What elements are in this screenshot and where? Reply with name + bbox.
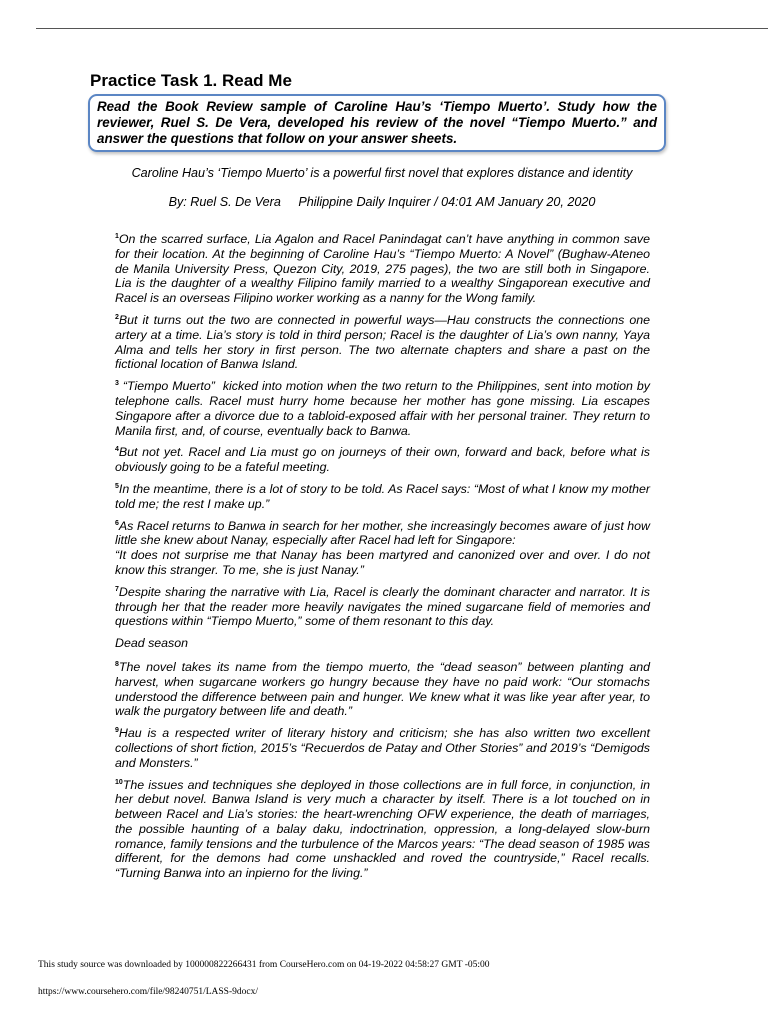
- instructions-text: Read the Book Review sample of Caroline Hau’s ‘Tiempo Muerto’. Study how the reviewer, Ruel S. De Vera, developed his review of the novel “Tiempo Muerto.” and answer the questions that follow on your answer sheets.: [97, 99, 657, 146]
- task-title: Practice Task 1. Read Me: [90, 71, 292, 90]
- paragraph-text: Hau is a respected writer of literary history and criticism; she has also written two excellent collections of short fiction, 2015’s “Recuerdos de Patay and Other Stories” and 2019’s “Demigods and Monsters.”: [115, 726, 650, 770]
- paragraph-text: In the meantime, there is a lot of story to be told. As Racel says: “Most of what I know my mother told me; the rest I make up.”: [115, 481, 650, 511]
- paragraph-number: 5: [115, 482, 119, 490]
- paragraph-number: 3: [115, 380, 119, 388]
- paragraph-4: [115, 445, 650, 475]
- paragraph-10: [115, 778, 650, 882]
- footer-url[interactable]: https://www.coursehero.com/file/98240751/LASS-9docx/: [38, 987, 258, 997]
- paragraph-2: [115, 313, 650, 372]
- footer-source-note: This study source was downloaded by 100000822266431 from CourseHero.com on 04-19-2022 04:58:27 GMT -05:00: [38, 960, 490, 970]
- paragraph-8: [115, 660, 650, 719]
- paragraph-number: 6: [115, 519, 119, 527]
- header-rule: [36, 28, 768, 29]
- review-body: [115, 232, 654, 888]
- section-subheading: Dead season: [115, 636, 189, 651]
- paragraph-text: The novel takes its name from the tiempo muerto, the “dead season” between planting and harvest, when sugarcane workers go hungry because they have no paid work: “Our stomachs understood the difference between pain and hunger. We knew what it was like year after year, to walk the purgatory between life and death.”: [115, 659, 650, 719]
- paragraph-number: 1: [115, 232, 119, 240]
- paragraph-number: 7: [115, 585, 119, 593]
- paragraph-1: [115, 232, 650, 306]
- paragraph-number: 4: [115, 446, 119, 454]
- instructions-box: [88, 94, 666, 152]
- paragraph-text: Despite sharing the narrative with Lia, Racel is clearly the dominant character and narrator. It is through her that the reader more heavily navigates the mined sugarcane field of memories and questions within “Tiempo Muerto,” some of them resonant to this day.: [115, 584, 650, 629]
- paragraph-7: [115, 585, 650, 629]
- paragraph-number: 9: [115, 726, 119, 734]
- paragraph-text: “Tiempo Muerto” kicked into motion when the two return to the Philippines, sent into motion by telephone calls. Racel must hurry home because her mother has gone missing. Lia escapes Singapore after a divorce due to a tabloid-exposed affair with her personal trainer. They return to Manila first, and, of course, eventually back to Banwa.: [115, 379, 654, 438]
- paragraph-number: 10: [115, 778, 123, 786]
- paragraph-6: [115, 519, 650, 578]
- paragraph-5: [115, 482, 650, 512]
- paragraph-text: But not yet. Racel and Lia must go on journeys of their own, forward and back, before what is obviously going to be a fateful meeting.: [115, 445, 650, 475]
- review-headline: Caroline Hau’s ‘Tiempo Muerto’ is a powerful first novel that explores distance and identity: [131, 166, 633, 180]
- paragraph-text: But it turns out the two are connected in powerful ways—Hau constructs the connections one artery at a time. Lia’s story is told in third person; Racel is the daughter of Lia’s own nanny, Yaya Alma and tells her story in first person. The two alternate chapters and share a past on the fictional location of Banwa Island.: [115, 312, 650, 372]
- paragraph-number: 2: [115, 313, 119, 321]
- paragraph-3: [115, 379, 654, 438]
- paragraph-number: 8: [115, 660, 119, 668]
- paragraph-text: The issues and techniques she deployed in those collections are in full force, in conjunction, in her debut novel. Banwa Island is very much a character by itself. There is a lot touched on in between Racel and Lia’s stories: the heart-wrenching OFW experience, the death of marriages, the possible haunting of a balay daku, indoctrination, oppression, a long-delayed slow-burn romance, family tensions and the turbulence of the Marcos years: “The dead season of 1985 was different, for the demons had come unshackled and roved the countryside,” Racel recalls. “Turning Banwa into an inpierno for the living.”: [115, 777, 650, 881]
- review-byline: By: Ruel S. De Vera Philippine Daily Inquirer / 04:01 AM January 20, 2020: [168, 195, 596, 209]
- paragraph-9: [115, 726, 650, 770]
- paragraph-text: On the scarred surface, Lia Agalon and Racel Panindagat can’t have anything in common save for their location. At the beginning of Caroline Hau’s “Tiempo Muerto: A Novel” (Bughaw-Ateneo de Manila University Press, Quezon City, 2019, 275 pages), the two are still both in Singapore. Lia is the daughter of a wealthy Filipino family married to a wealthy Singaporean executive and Racel is an overseas Filipino worker working as a nanny for the Wong family.: [115, 232, 650, 306]
- paragraph-text: As Racel returns to Banwa in search for her mother, she increasingly becomes aware of just how little she knew about Nanay, especially after Racel had left for Singapore:: [115, 518, 650, 548]
- block-quote: “It does not surprise me that Nanay has been martyred and canonized over and over. I do not know this stranger. To me, she is just Nanay.”: [115, 548, 650, 577]
